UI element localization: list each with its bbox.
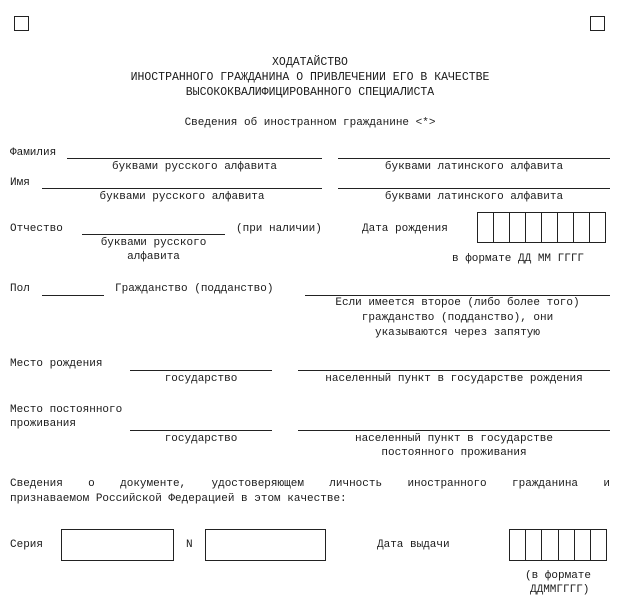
series-label: Серия <box>10 539 44 551</box>
birth-date-cell[interactable] <box>510 213 526 242</box>
corner-mark-right <box>590 16 605 31</box>
patronymic-field[interactable] <box>82 234 225 235</box>
issue-date-format-line1: (в формате <box>525 570 592 582</box>
birth-place-locality-hint: населенный пункт в государстве рождения <box>325 373 583 385</box>
issue-date-format-line2: ДДММГГГГ) <box>530 584 590 596</box>
birth-place-state-hint: государство <box>164 373 238 385</box>
patronymic-hint-line2: алфавита <box>127 251 180 263</box>
residence-state-hint: государство <box>164 433 238 445</box>
birth-place-state-field[interactable] <box>130 370 272 371</box>
name-ru-hint: буквами русского алфавита <box>99 191 265 203</box>
issue-date-cell[interactable] <box>559 530 575 560</box>
form-title-line2: ИНОСТРАННОГО ГРАЖДАНИНА О ПРИВЛЕЧЕНИИ ЕГО В КАЧЕСТВЕ <box>130 71 490 84</box>
surname-ru-hint: буквами русского алфавита <box>111 161 278 173</box>
citizenship-note-line1: Если имеется второе (либо более того) <box>335 297 580 309</box>
birth-date-cell[interactable] <box>478 213 494 242</box>
citizenship-note-line2: гражданство (подданство), они <box>361 312 554 324</box>
series-input[interactable] <box>61 529 174 561</box>
issue-date-cell[interactable] <box>575 530 591 560</box>
sex-label: Пол <box>10 283 30 295</box>
issue-date-cell[interactable] <box>526 530 542 560</box>
birth-date-format: в формате ДД ММ ГГГГ <box>452 253 585 265</box>
residence-locality-hint-line1: населенный пункт в государстве <box>354 433 554 445</box>
birth-date-cells[interactable] <box>477 212 606 243</box>
residence-label-line1: Место постоянного <box>10 404 123 416</box>
residence-locality-hint-line2: постоянного проживания <box>381 447 527 459</box>
form-title: ХОДАТАЙСТВО <box>272 56 348 69</box>
patronymic-label: Отчество <box>10 223 63 235</box>
citizenship-field[interactable] <box>305 295 610 296</box>
form-title-line3: ВЫСОКОКВАЛИФИЦИРОВАННОГО СПЕЦИАЛИСТА <box>185 86 435 99</box>
issue-date-cell[interactable] <box>542 530 558 560</box>
citizenship-label: Гражданство (подданство) <box>115 283 274 295</box>
issue-date-cell[interactable] <box>510 530 526 560</box>
issue-date-label: Дата выдачи <box>377 539 450 551</box>
name-lat-hint: буквами латинского алфавита <box>384 191 564 203</box>
surname-label: Фамилия <box>10 147 57 159</box>
residence-locality-field[interactable] <box>298 430 610 431</box>
surname-lat-hint: буквами латинского алфавита <box>384 161 564 173</box>
surname-ru-field[interactable] <box>67 158 322 159</box>
birth-date-cell[interactable] <box>590 213 605 242</box>
number-input[interactable] <box>205 529 326 561</box>
residence-state-field[interactable] <box>130 430 272 431</box>
birth-date-cell[interactable] <box>542 213 558 242</box>
name-ru-field[interactable] <box>42 188 322 189</box>
birth-date-cell[interactable] <box>494 213 510 242</box>
birth-date-label: Дата рождения <box>362 223 448 235</box>
patronymic-hint-line1: буквами русского <box>100 237 207 249</box>
corner-mark-left <box>14 16 29 31</box>
citizenship-note-line3: указываются через запятую <box>374 327 541 339</box>
issue-date-cells[interactable] <box>509 529 607 561</box>
sex-field[interactable] <box>42 295 104 296</box>
document-info-line1: Сведения о документе, удостоверяющем личность иностранного гражданина и <box>10 478 610 490</box>
issue-date-cell[interactable] <box>591 530 606 560</box>
section-subtitle: Сведения об иностранном гражданине <*> <box>184 117 436 129</box>
birth-date-cell[interactable] <box>526 213 542 242</box>
residence-label-line2: проживания <box>10 418 77 430</box>
name-label: Имя <box>10 177 30 189</box>
birth-place-label: Место рождения <box>10 358 103 370</box>
patronymic-note: (при наличии) <box>236 223 322 235</box>
number-label: N <box>186 539 193 551</box>
birth-date-cell[interactable] <box>574 213 590 242</box>
name-lat-field[interactable] <box>338 188 610 189</box>
document-info-line2: признаваемом Российской Федерацией в этом качестве: <box>10 493 347 505</box>
birth-place-locality-field[interactable] <box>298 370 610 371</box>
birth-date-cell[interactable] <box>558 213 574 242</box>
surname-lat-field[interactable] <box>338 158 610 159</box>
